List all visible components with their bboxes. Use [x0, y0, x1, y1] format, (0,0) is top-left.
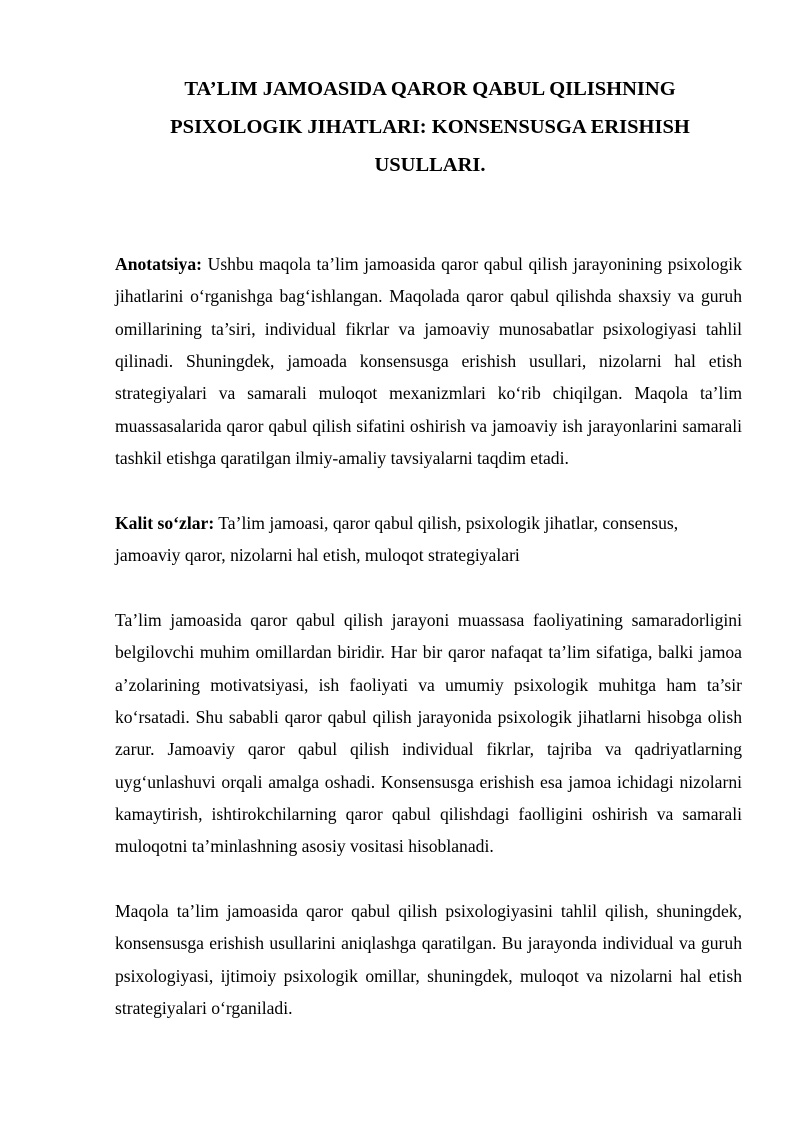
keywords-label: Kalit so‘zlar: — [115, 513, 215, 533]
article-title — [100, 70, 760, 184]
title-line-1: TA’LIM JAMOASIDA QAROR QABUL QILISHNING — [184, 78, 676, 100]
body-paragraph-2 — [115, 895, 742, 1024]
title-line-2: PSIXOLOGIK JIHATLARI: KONSENSUSGA ERISHISH — [170, 116, 690, 138]
paragraph-text: Ta’lim jamoasida qaror qabul qilish jarayoni muassasa faoliyatining samaradorligini belgilovchi muhim omillardan biridir. Har bir qaror nafaqat ta’lim sifatiga, balki jamoa a’zolarining motivatsiyasi, ish faoliyati va umumiy psixologik muhitga ham ta’sir ko‘rsatadi. Shu sababli qaror qabul qilish jarayonida psixologik jihatlarni hisobga olish zarur. Jamoaviy qaror qabul qilish individual fikrlar, tajriba va qadriyatlarning uyg‘unlashuvi orqali amalga oshadi. Konsensusga erishish esa jamoa ichidagi nizolarni kamaytirish, ishtirokchilarning qaror qabul qilishdagi faolligini oshirish va samarali muloqotni ta’minlashning asosiy vositasi hisoblanadi. — [115, 610, 742, 857]
keywords-section — [115, 507, 742, 572]
body-paragraph-1 — [115, 604, 742, 863]
abstract-text: Ushbu maqola ta’lim jamoasida qaror qabul qilish jarayonining psixologik jihatlarini o‘rganishga bag‘ishlangan. Maqolada qaror qabul qilishda shaxsiy va guruh omillarining ta’siri, individual fikrlar va jamoaviy munosabatlar psixologiyasi tahlil qilinadi. Shuningdek, jamoada konsensusga erishish usullari, nizolarni hal etish strategiyalari va samarali muloqot mexanizmlari ko‘rib chiqilgan. Maqola ta’lim muassasalarida qaror qabul qilish sifatini oshirish va jamoaviy ish jarayonlarini samarali tashkil etishga qaratilgan ilmiy-amaliy tavsiyalarni taqdim etadi. — [115, 254, 742, 469]
abstract-label: Anotatsiya: — [115, 254, 202, 274]
paragraph-text: Maqola ta’lim jamoasida qaror qabul qilish psixologiyasini tahlil qilish, shuningdek, konsensusga erishish usullarini aniqlashga qaratilgan. Bu jarayonda individual va guruh psixologiyasi, ijtimoiy psixologik omillar, shuningdek, muloqot va nizolarni hal etish strategiyalari o‘rganiladi. — [115, 901, 742, 1019]
keywords-line-2: jamoaviy qaror, nizolarni hal etish, muloqot strategiyalari — [115, 545, 520, 566]
abstract-section — [115, 248, 742, 474]
title-line-3: USULLARI. — [374, 154, 486, 176]
keywords-line-1: Ta’lim jamoasi, qaror qabul qilish, psixologik jihatlar, consensus, — [218, 513, 679, 533]
